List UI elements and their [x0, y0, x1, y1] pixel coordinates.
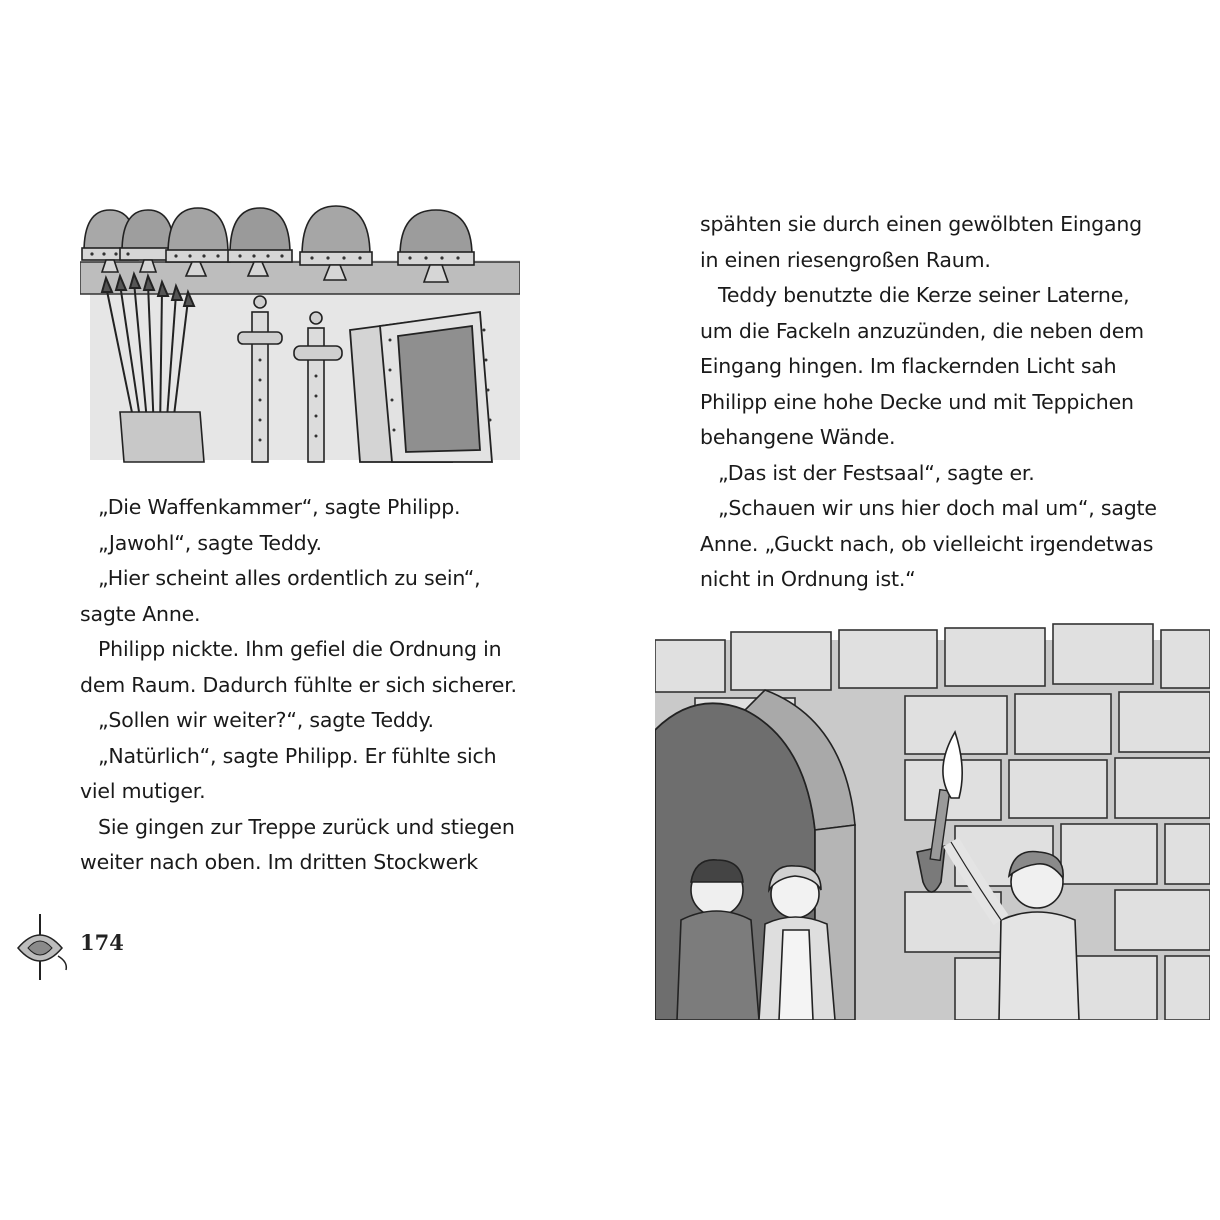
text-line: „Jawohl“, sagte Teddy. [98, 530, 322, 555]
text-line: viel mutiger. [80, 779, 206, 803]
text-line: „Hier scheint alles ordentlich zu sein“, [98, 566, 481, 590]
left-page-text [80, 490, 517, 881]
text-line: Sie gingen zur Treppe zurück und stiegen [98, 814, 515, 839]
text-line: Philipp eine hohe Decke und mit Teppichen [700, 389, 1134, 414]
text-line: in einen riesengroßen Raum. [700, 247, 991, 272]
text-line: „Schauen wir uns hier doch mal um“, sagte [718, 496, 1157, 520]
text-line: „Das ist der Festsaal“, sagte er. [718, 460, 1035, 485]
text-line: sagte Anne. [80, 601, 201, 626]
page-number: 174 [80, 930, 124, 955]
text-line: „Sollen wir weiter?“, sagte Teddy. [98, 708, 434, 732]
right-page [610, 0, 1220, 1220]
text-line: Teddy benutzte die Kerze seiner Laterne, [718, 283, 1130, 307]
page-folio [14, 912, 134, 982]
text-line: dem Raum. Dadurch fühlte er sich sicherer. [80, 672, 517, 697]
text-line: Eingang hingen. Im flackernden Licht sah [700, 354, 1117, 378]
shield-sword-icon [14, 912, 74, 986]
text-line: „Natürlich“, sagte Philipp. Er fühlte sich [98, 743, 497, 768]
text-line: behangene Wände. [700, 425, 896, 449]
text-line: um die Fackeln anzuzünden, die neben dem [700, 318, 1144, 343]
text-line: Anne. „Guckt nach, ob vielleicht irgendetwas [700, 531, 1154, 556]
armory-illustration [80, 200, 520, 470]
right-page-text [700, 207, 1157, 598]
text-line: Philipp nickte. Ihm gefiel die Ordnung in [98, 637, 502, 661]
text-line: nicht in Ordnung ist.“ [700, 567, 916, 591]
text-line: weiter nach oben. Im dritten Stockwerk [80, 850, 478, 874]
text-line: spähten sie durch einen gewölbten Eingang [700, 212, 1142, 236]
great-hall-illustration [655, 620, 1210, 1020]
text-line: „Die Waffenkammer“, sagte Philipp. [98, 495, 461, 519]
